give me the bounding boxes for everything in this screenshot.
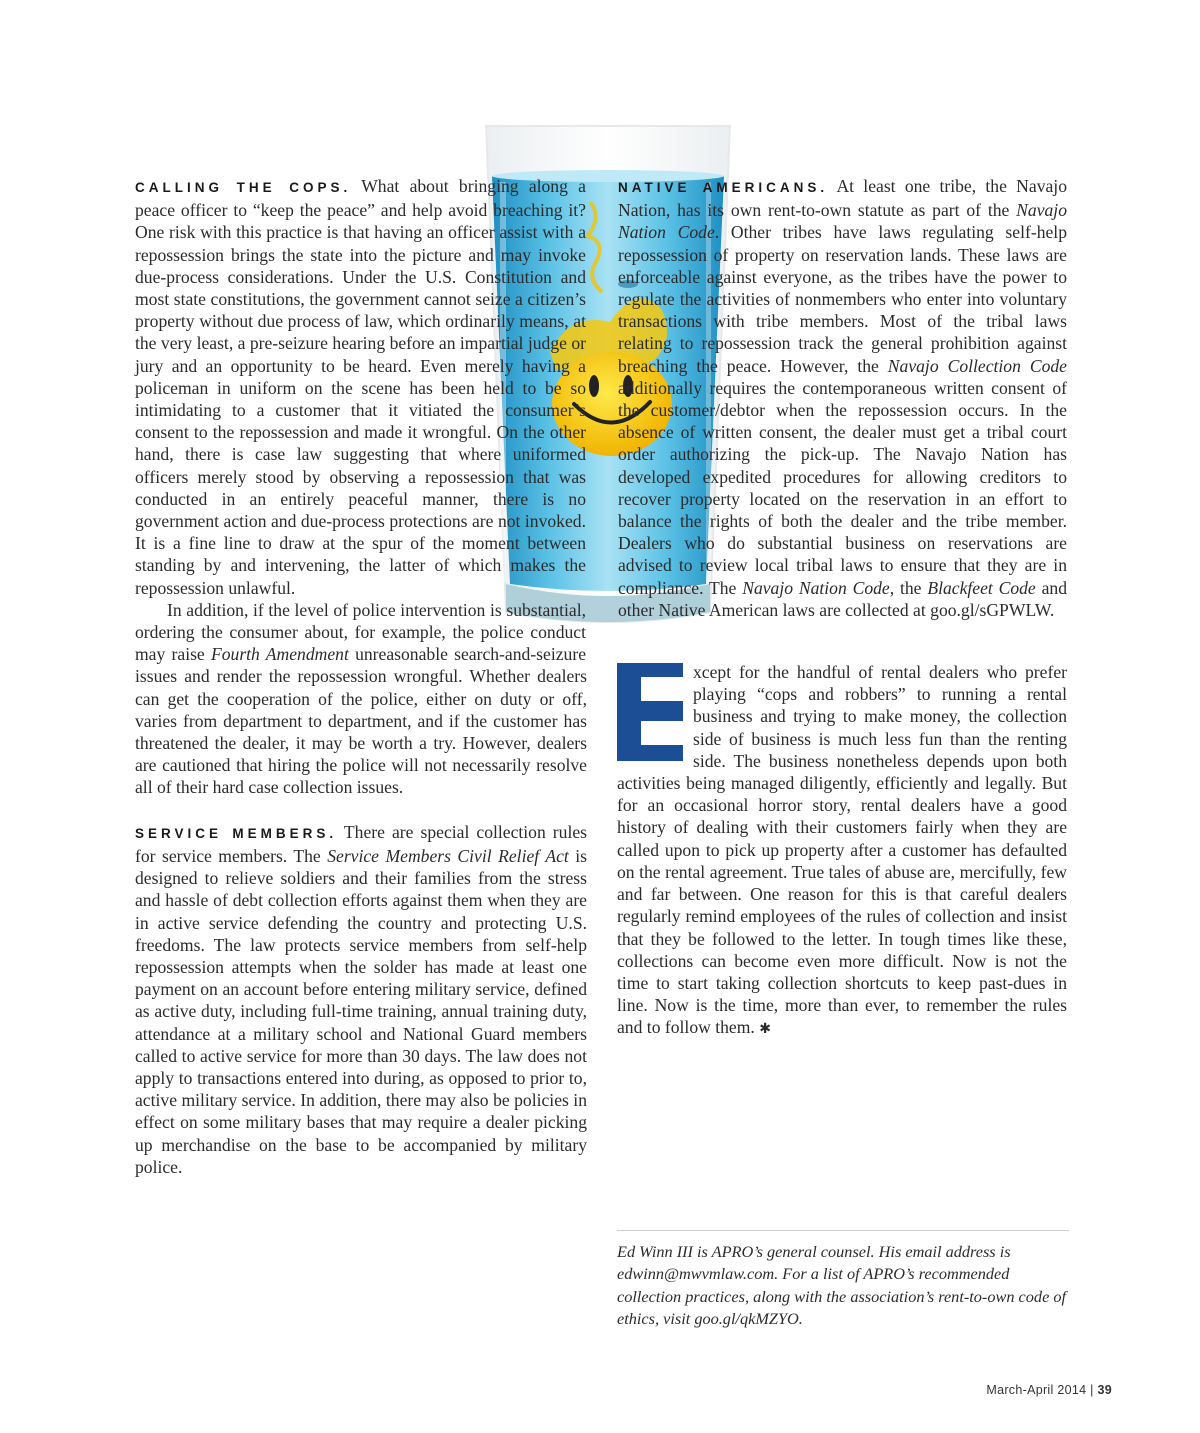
para-text: There are special collection rules for service members. The (135, 821, 588, 866)
calling-the-cops-paragraph (135, 175, 587, 599)
para-text: unreasonable search-and-seizure issues and render the repossession wrongful. Whether dealers can get the cooperation of the police, either on duty or off, varies from department to department, and if the customer has threatened the dealer, it may be worth a try. However, dealers are cautioned that hiring the police will not necessarily resolve all of their hard case collection issues. (135, 644, 587, 798)
service-members-paragraph (135, 821, 587, 1178)
code-name-italic: Blackfeet Code (927, 577, 1036, 598)
code-name-italic: Navajo Collection Code (887, 355, 1067, 376)
issue-date: March-April 2014 (986, 1383, 1087, 1397)
native-americans-paragraph (617, 175, 1067, 621)
conclusion-body: xcept for the handful of rental dealers who prefer playing “cops and robbers” to running a rental business and trying to make money, the collection side of business is much less fun than the renting side. The business nonetheless depends upon both activities being managed diligently, efficiently and legally. But for an occasional horror story, rental dealers have a good history of dealing with their customers fairly when they are called upon to pick up property after a customer has defaulted on the rental agreement. True tales of abuse are, mercifully, few and far between. One reason for this is that careful dealers regularly remind employees of the rules of collection and insist that they be followed to the letter. In tough times like these, collections can become even more difficult. Now is not the time to start taking collection shortcuts to keep past-dues in line. Now is the time, more than ever, to remember the rules and to follow them. (617, 662, 1067, 1038)
section-lead-service-members: SERVICE MEMBERS. (135, 825, 338, 841)
fourth-amendment-italic: Fourth Amendment (210, 644, 349, 665)
code-name-italic: Navajo Nation Code (742, 577, 890, 598)
para-text: . Other tribes have laws regulating self-help repossession of property on reservation lands. These laws are enforceable against everyone, as the tribes have the power to regulate the activities of nonmembers who enter into voluntary transactions with tribe members. Most of the tribal laws relating to repossession track the general prohibition against breaching the peace. However, the (618, 222, 1067, 376)
para-text: , the (889, 577, 928, 598)
right-column (617, 175, 1067, 1042)
para-text: At least one tribe, the Navajo Nation, has its own rent-to-own statute as part of the (618, 176, 1067, 221)
act-name-italic: Service Members Civil Relief Act (327, 845, 569, 866)
author-bio: Ed Winn III is APRO’s general counsel. His email address is edwinn@mwvmlaw.com. For a list of APRO’s recommended collection practices, along with the association’s rent-to-own code of ethics, visit goo.gl/qkMZYO. (617, 1230, 1069, 1331)
section-lead-native-americans: NATIVE AMERICANS. (618, 180, 829, 195)
para-text: additionally requires the contemporaneous written consent of the customer/debtor when the repossession occurs. In the absence of written consent, the dealer must get a tribal court order authorizing the pick-up. The Navajo Nation has developed expedited procedures for allowing creditors to recover property located on the reservation in an effort to balance the rights of both the dealer and the tribe member. Dealers who do substantial business on reservations are advised to review local tribal laws to ensure that they are in compliance. The (618, 377, 1067, 598)
para-text: is designed to relieve soldiers and their families from the stress and hassle of debt collection efforts against them when they are in active service defending the country and protecting U.S. freedoms. The law protects service members from self-help repossession attempts when the solder has made at least one payment on an account before entering military service, defined as active duty, including full-time training, annual training duty, attendance at a military school and National Guard members called to active service for more than 30 days. The law does not apply to transactions entered into during, as opposed to prior to, active military service. In addition, there may also be policies in effect on some military bases that may require a dealer picking up merchandise on the base to be accompanied by military police. (135, 845, 588, 1177)
section-lead-calling-the-cops: CALLING THE COPS. (135, 180, 352, 195)
page-number: 39 (1097, 1383, 1112, 1397)
police-intervention-paragraph (135, 599, 587, 799)
para-text: In addition, if the level of police intervention is substantial, ordering the consumer about, for example, the police conduct may raise (135, 599, 586, 665)
calling-the-cops-body: What about bringing along a peace officer to “keep the peace” and help avoid breaching it? One risk with this practice is that having an officer assist with a repossession brings the state into the picture and may invoke due-process considerations. Under the U.S. Constitution and most state constitutions, the government cannot seize a citizen’s property without due process of law, which ordinarily means, at the very least, a pre-seizure hearing before an impartial judge or jury and an opportunity to be heard. Even merely having a policeman in uniform on the scene has been held to be so intimidating to a customer that it vitiated the consumer’s consent to the repossession and made it wrongful. On the other hand, there is case law suggesting that where uniformed officers merely stood by observing a repossession that was conducted in an entirely peaceful manner, there is no government action and due-process protections are not invoked. It is a fine line to draw at the spur of the moment between standing by and intervening, the latter of which makes the repossession unlawful. (135, 176, 586, 598)
code-name-italic: Navajo Nation Code (618, 200, 1067, 243)
drop-cap-e (617, 663, 683, 761)
end-mark-icon: ✱ (759, 1022, 771, 1038)
conclusion-paragraph (617, 661, 1067, 1041)
left-column (135, 175, 587, 1178)
para-text: and other Native American laws are collected at goo.gl/sGPWLW. (618, 577, 1067, 620)
folio-separator: | (1090, 1383, 1094, 1397)
page-folio (986, 1383, 1112, 1397)
